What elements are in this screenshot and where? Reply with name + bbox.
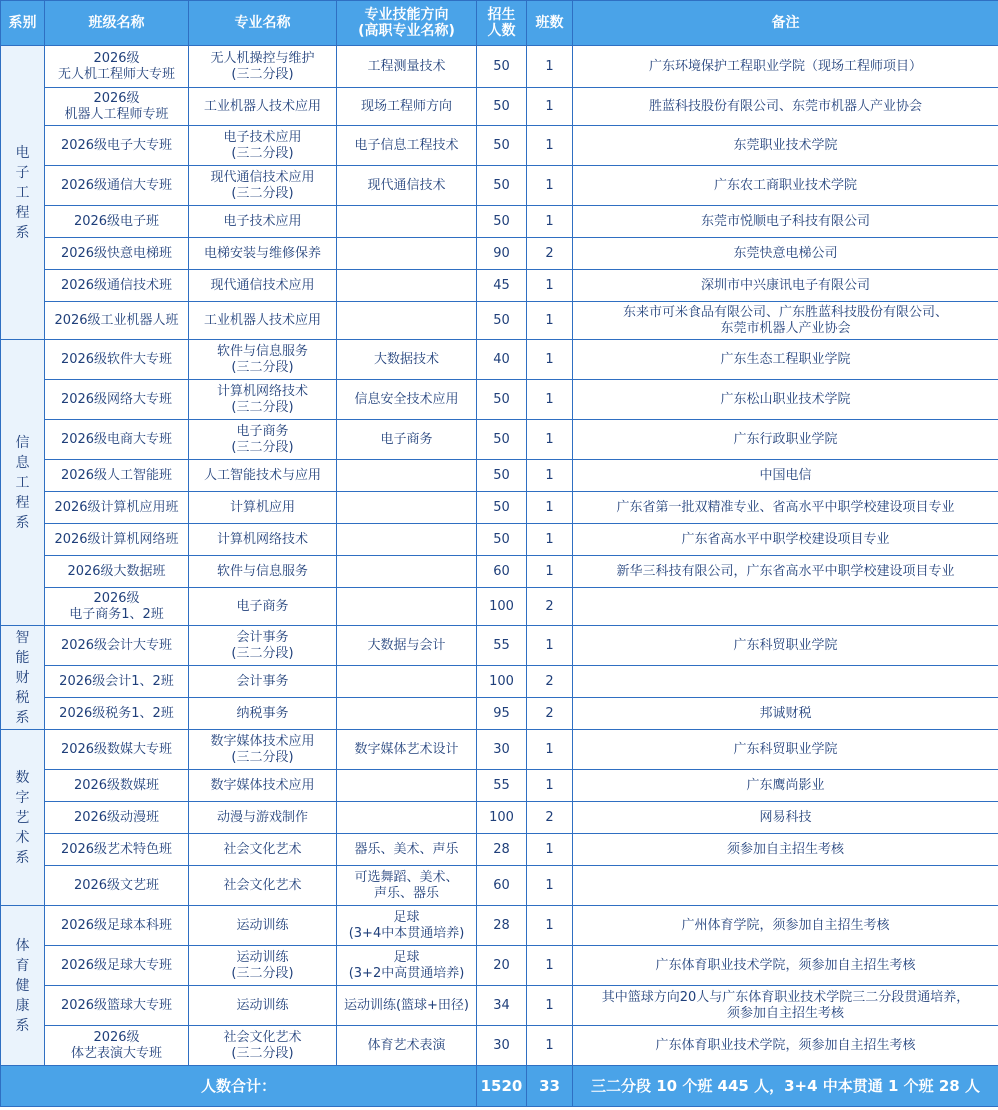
table-row: [1, 524, 998, 556]
enroll-cell: 50: [477, 492, 527, 524]
class-name-cell: 2026级足球大专班: [45, 946, 189, 986]
direction-cell: 现代通信技术: [337, 166, 477, 206]
notes-cell: 邦诚财税: [573, 698, 998, 730]
department-name: 体育健康系: [15, 937, 30, 1034]
enroll-cell: 45: [477, 270, 527, 302]
class-name-cell: 2026级足球本科班: [45, 906, 189, 946]
classes-cell: 2: [527, 802, 573, 834]
enroll-cell: 100: [477, 666, 527, 698]
class-name-cell: 2026级动漫班: [45, 802, 189, 834]
direction-cell: [337, 302, 477, 340]
enroll-cell: 55: [477, 770, 527, 802]
enroll-cell: 28: [477, 834, 527, 866]
table-row: [1, 556, 998, 588]
enroll-cell: 50: [477, 206, 527, 238]
classes-cell: 1: [527, 730, 573, 770]
direction-cell: 器乐、美术、声乐: [337, 834, 477, 866]
classes-cell: 1: [527, 302, 573, 340]
classes-cell: 1: [527, 834, 573, 866]
notes-cell: 东莞快意电梯公司: [573, 238, 998, 270]
notes-cell: 广东生态工程职业学院: [573, 340, 998, 380]
major-cell: 电子商务 (三二分段): [189, 420, 337, 460]
direction-cell: [337, 556, 477, 588]
notes-cell: [573, 666, 998, 698]
direction-cell: 现场工程师方向: [337, 88, 477, 126]
classes-cell: 1: [527, 340, 573, 380]
enroll-cell: 50: [477, 302, 527, 340]
class-name-cell: 2026级电子班: [45, 206, 189, 238]
major-cell: 工业机器人技术应用: [189, 302, 337, 340]
class-name-cell: 2026级 电子商务1、2班: [45, 588, 189, 626]
classes-cell: 1: [527, 46, 573, 88]
total-enroll: 1520: [477, 1066, 527, 1107]
direction-cell: [337, 524, 477, 556]
notes-cell: 广东省高水平中职学校建设项目专业: [573, 524, 998, 556]
table-row: [1, 986, 998, 1026]
enroll-cell: 50: [477, 166, 527, 206]
table-row: [1, 698, 998, 730]
table-row: [1, 588, 998, 626]
enroll-cell: 50: [477, 460, 527, 492]
notes-cell: 须参加自主招生考核: [573, 834, 998, 866]
major-cell: 计算机网络技术 (三二分段): [189, 380, 337, 420]
class-name-cell: 2026级软件大专班: [45, 340, 189, 380]
class-name-cell: 2026级人工智能班: [45, 460, 189, 492]
major-cell: 现代通信技术应用 (三二分段): [189, 166, 337, 206]
enroll-cell: 40: [477, 340, 527, 380]
major-cell: 运动训练: [189, 986, 337, 1026]
enroll-cell: 28: [477, 906, 527, 946]
notes-cell: 广东松山职业技术学院: [573, 380, 998, 420]
major-cell: 电梯安装与维修保养: [189, 238, 337, 270]
table-row: [1, 460, 998, 492]
header-class-name: 班级名称: [45, 1, 189, 46]
enroll-cell: 34: [477, 986, 527, 1026]
classes-cell: 1: [527, 166, 573, 206]
table-row: [1, 802, 998, 834]
classes-cell: 1: [527, 866, 573, 906]
table-row: [1, 206, 998, 238]
classes-cell: 1: [527, 986, 573, 1026]
direction-cell: [337, 666, 477, 698]
notes-cell: 广东鹰尚影业: [573, 770, 998, 802]
table-row: [1, 946, 998, 986]
notes-cell: 广东体育职业技术学院，须参加自主招生考核: [573, 946, 998, 986]
enroll-cell: 60: [477, 866, 527, 906]
direction-cell: 数字媒体艺术设计: [337, 730, 477, 770]
major-cell: 软件与信息服务 (三二分段): [189, 340, 337, 380]
major-cell: 运动训练 (三二分段): [189, 946, 337, 986]
direction-cell: 电子信息工程技术: [337, 126, 477, 166]
major-cell: 电子商务: [189, 588, 337, 626]
class-name-cell: 2026级计算机应用班: [45, 492, 189, 524]
header-direction: 专业技能方向 (高职专业名称): [337, 1, 477, 46]
header-row: [1, 1, 998, 46]
direction-cell: [337, 698, 477, 730]
notes-cell: 广东行政职业学院: [573, 420, 998, 460]
direction-cell: [337, 270, 477, 302]
notes-cell: 东莞市悦顺电子科技有限公司: [573, 206, 998, 238]
major-cell: 工业机器人技术应用: [189, 88, 337, 126]
notes-cell: 广东农工商职业技术学院: [573, 166, 998, 206]
classes-cell: 1: [527, 492, 573, 524]
table-row: [1, 626, 998, 666]
department-name: 信息工程系: [15, 434, 30, 531]
major-cell: 社会文化艺术: [189, 866, 337, 906]
direction-cell: 大数据与会计: [337, 626, 477, 666]
classes-cell: 1: [527, 946, 573, 986]
direction-cell: [337, 802, 477, 834]
table-row: [1, 88, 998, 126]
department-cell: [1, 730, 45, 906]
table-row: [1, 302, 998, 340]
header-classes: 班数: [527, 1, 573, 46]
classes-cell: 1: [527, 270, 573, 302]
header-enroll: 招生 人数: [477, 1, 527, 46]
major-cell: 数字媒体技术应用 (三二分段): [189, 730, 337, 770]
enroll-cell: 50: [477, 524, 527, 556]
notes-cell: 新华三科技有限公司，广东省高水平中职学校建设项目专业: [573, 556, 998, 588]
direction-cell: 体育艺术表演: [337, 1026, 477, 1066]
enroll-cell: 100: [477, 802, 527, 834]
major-cell: 计算机应用: [189, 492, 337, 524]
table-row: [1, 866, 998, 906]
notes-cell: 其中篮球方向20人与广东体育职业技术学院三二分段贯通培养， 须参加自主招生考核: [573, 986, 998, 1026]
class-name-cell: 2026级数媒大专班: [45, 730, 189, 770]
header-major: 专业名称: [189, 1, 337, 46]
enroll-cell: 55: [477, 626, 527, 666]
notes-cell: 广州体育学院，须参加自主招生考核: [573, 906, 998, 946]
classes-cell: 1: [527, 556, 573, 588]
class-name-cell: 2026级 无人机工程师大专班: [45, 46, 189, 88]
direction-cell: [337, 770, 477, 802]
enroll-cell: 30: [477, 730, 527, 770]
table-row: [1, 126, 998, 166]
notes-cell: 广东省第一批双精准专业、省高水平中职学校建设项目专业: [573, 492, 998, 524]
department-name: 数字艺术系: [15, 769, 30, 866]
enroll-cell: 50: [477, 126, 527, 166]
notes-cell: [573, 588, 998, 626]
enroll-cell: 50: [477, 380, 527, 420]
class-name-cell: 2026级税务1、2班: [45, 698, 189, 730]
total-classes: 33: [527, 1066, 573, 1107]
table-row: [1, 166, 998, 206]
table-row: [1, 380, 998, 420]
total-label: 人数合计：: [1, 1066, 477, 1107]
total-row: [1, 1066, 998, 1107]
notes-cell: 广东环境保护工程职业学院（现场工程师项目）: [573, 46, 998, 88]
class-name-cell: 2026级会计1、2班: [45, 666, 189, 698]
class-name-cell: 2026级电商大专班: [45, 420, 189, 460]
notes-cell: 东来市可米食品有限公司、广东胜蓝科技股份有限公司、 东莞市机器人产业协会: [573, 302, 998, 340]
department-name: 智能财税系: [15, 629, 30, 726]
direction-cell: 运动训练(篮球+田径): [337, 986, 477, 1026]
classes-cell: 2: [527, 698, 573, 730]
direction-cell: 电子商务: [337, 420, 477, 460]
classes-cell: 2: [527, 588, 573, 626]
major-cell: 动漫与游戏制作: [189, 802, 337, 834]
classes-cell: 1: [527, 626, 573, 666]
major-cell: 社会文化艺术: [189, 834, 337, 866]
class-name-cell: 2026级大数据班: [45, 556, 189, 588]
direction-cell: 大数据技术: [337, 340, 477, 380]
classes-cell: 1: [527, 126, 573, 166]
class-name-cell: 2026级计算机网络班: [45, 524, 189, 556]
direction-cell: 足球 (3+2中高贯通培养): [337, 946, 477, 986]
direction-cell: [337, 588, 477, 626]
table-row: [1, 770, 998, 802]
notes-cell: 广东科贸职业学院: [573, 730, 998, 770]
table-row: [1, 1026, 998, 1066]
major-cell: 数字媒体技术应用: [189, 770, 337, 802]
class-name-cell: 2026级 体艺表演大专班: [45, 1026, 189, 1066]
enroll-cell: 95: [477, 698, 527, 730]
classes-cell: 1: [527, 524, 573, 556]
notes-cell: 网易科技: [573, 802, 998, 834]
major-cell: 社会文化艺术 (三二分段): [189, 1026, 337, 1066]
classes-cell: 1: [527, 770, 573, 802]
department-cell: [1, 46, 45, 340]
direction-cell: 可选舞蹈、美术、 声乐、器乐: [337, 866, 477, 906]
major-cell: 纳税事务: [189, 698, 337, 730]
enroll-cell: 50: [477, 88, 527, 126]
major-cell: 人工智能技术与应用: [189, 460, 337, 492]
class-name-cell: 2026级电子大专班: [45, 126, 189, 166]
table-row: [1, 238, 998, 270]
enroll-cell: 50: [477, 420, 527, 460]
table-row: [1, 46, 998, 88]
table-row: [1, 420, 998, 460]
enroll-cell: 100: [477, 588, 527, 626]
classes-cell: 1: [527, 88, 573, 126]
enroll-cell: 50: [477, 46, 527, 88]
major-cell: 无人机操控与维护 (三二分段): [189, 46, 337, 88]
header-dept: 系别: [1, 1, 45, 46]
classes-cell: 1: [527, 420, 573, 460]
enroll-cell: 30: [477, 1026, 527, 1066]
notes-cell: 深圳市中兴康讯电子有限公司: [573, 270, 998, 302]
notes-cell: 中国电信: [573, 460, 998, 492]
classes-cell: 1: [527, 460, 573, 492]
classes-cell: 1: [527, 380, 573, 420]
class-name-cell: 2026级通信技术班: [45, 270, 189, 302]
enroll-cell: 60: [477, 556, 527, 588]
class-name-cell: 2026级数媒班: [45, 770, 189, 802]
classes-cell: 1: [527, 906, 573, 946]
class-name-cell: 2026级会计大专班: [45, 626, 189, 666]
table-row: [1, 492, 998, 524]
direction-cell: [337, 206, 477, 238]
table-row: [1, 340, 998, 380]
class-name-cell: 2026级通信大专班: [45, 166, 189, 206]
department-cell: [1, 340, 45, 626]
class-name-cell: 2026级文艺班: [45, 866, 189, 906]
direction-cell: [337, 492, 477, 524]
direction-cell: 足球 (3+4中本贯通培养): [337, 906, 477, 946]
direction-cell: [337, 460, 477, 492]
classes-cell: 2: [527, 238, 573, 270]
department-cell: [1, 626, 45, 730]
notes-cell: 广东体育职业技术学院，须参加自主招生考核: [573, 1026, 998, 1066]
department-name: 电子工程系: [15, 144, 30, 241]
classes-cell: 1: [527, 206, 573, 238]
major-cell: 电子技术应用: [189, 206, 337, 238]
class-name-cell: 2026级篮球大专班: [45, 986, 189, 1026]
classes-cell: 1: [527, 1026, 573, 1066]
major-cell: 会计事务: [189, 666, 337, 698]
header-notes: 备注: [573, 1, 998, 46]
table-row: [1, 730, 998, 770]
major-cell: 软件与信息服务: [189, 556, 337, 588]
class-name-cell: 2026级网络大专班: [45, 380, 189, 420]
class-name-cell: 2026级 机器人工程师专班: [45, 88, 189, 126]
major-cell: 运动训练: [189, 906, 337, 946]
enroll-cell: 90: [477, 238, 527, 270]
major-cell: 现代通信技术应用: [189, 270, 337, 302]
notes-cell: 胜蓝科技股份有限公司、东莞市机器人产业协会: [573, 88, 998, 126]
department-cell: [1, 906, 45, 1066]
major-cell: 计算机网络技术: [189, 524, 337, 556]
total-summary: 三二分段 10 个班 445 人，3+4 中本贯通 1 个班 28 人: [573, 1066, 998, 1107]
direction-cell: 信息安全技术应用: [337, 380, 477, 420]
table-body: [1, 46, 998, 1066]
classes-cell: 2: [527, 666, 573, 698]
major-cell: 会计事务 (三二分段): [189, 626, 337, 666]
notes-cell: [573, 866, 998, 906]
enroll-cell: 20: [477, 946, 527, 986]
direction-cell: [337, 238, 477, 270]
notes-cell: 广东科贸职业学院: [573, 626, 998, 666]
major-cell: 电子技术应用 (三二分段): [189, 126, 337, 166]
class-name-cell: 2026级快意电梯班: [45, 238, 189, 270]
table-row: [1, 834, 998, 866]
table-row: [1, 906, 998, 946]
class-name-cell: 2026级艺术特色班: [45, 834, 189, 866]
table-row: [1, 270, 998, 302]
notes-cell: 东莞职业技术学院: [573, 126, 998, 166]
class-name-cell: 2026级工业机器人班: [45, 302, 189, 340]
direction-cell: 工程测量技术: [337, 46, 477, 88]
table-row: [1, 666, 998, 698]
